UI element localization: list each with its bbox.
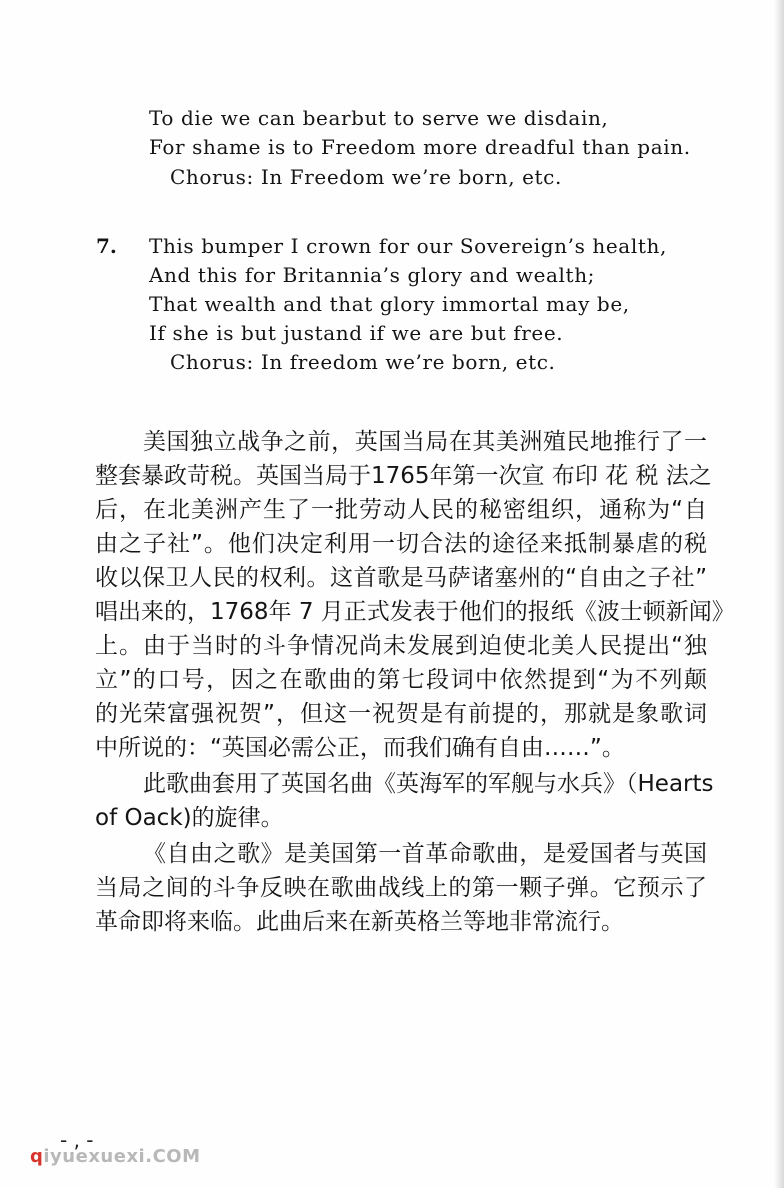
watermark-q: q: [30, 1146, 44, 1167]
paragraph-line: 后，在北美洲产生了一批劳动人民的秘密组织，通称为“自: [95, 497, 707, 523]
paragraph-line: 的光荣富强祝贺”，但这一祝贺是有前提的，那就是象歌词: [95, 701, 707, 727]
paragraph-line: 中所说的：“英国必需公正，而我们确有自由……”。: [95, 735, 625, 761]
paragraph-line: 《自由之歌》是美国第一首革命歌曲，是爱国者与英国: [143, 841, 707, 867]
chorus-line: Chorus: In freedom we’re born, etc.: [170, 350, 556, 374]
site-watermark: [30, 1146, 201, 1167]
scan-mark: - , -: [60, 1128, 94, 1152]
paragraph-line: 上。由于当时的斗争情况尚未发展到迫使北美人民提出“独: [95, 633, 707, 659]
paragraph-line: 整套暴政苛税。英国当局于1765年第一次宣 布印 花 税 法之: [95, 463, 712, 489]
paragraph-line: 革命即将来临。此曲后来在新英格兰等地非常流行。: [95, 909, 624, 935]
paragraph-line: of Oack)的旋律。: [95, 805, 284, 831]
chorus-line: Chorus: In Freedom we’re born, etc.: [170, 165, 562, 189]
lyric-line: This bumper I crown for our Sovereign’s health,: [149, 234, 667, 258]
paragraph-line: 立”的口号，因之在歌曲的第七段词中依然提到“为不列颠: [95, 667, 707, 693]
lyric-line: If she is but justand if we are but free.: [149, 321, 564, 345]
paragraph-line: 收以保卫人民的权利。这首歌是马萨诸塞州的“自由之子社”: [95, 565, 707, 591]
paragraph-line: 当局之间的斗争反映在歌曲战线上的第一颗子弹。它预示了: [95, 875, 707, 901]
lyric-line: To die we can bearbut to serve we disdain,: [149, 106, 609, 130]
lyric-line: For shame is to Freedom more dreadful than pain.: [149, 135, 691, 159]
lyric-line: That wealth and that glory immortal may be,: [149, 292, 630, 316]
watermark-rest: iyuexuexi.COM: [43, 1146, 201, 1167]
paragraph-line: 美国独立战争之前，英国当局在其美洲殖民地推行了一: [143, 429, 707, 455]
lyric-line: And this for Britannia’s glory and wealth;: [149, 263, 596, 287]
page-edge-shadow: [774, 0, 784, 1188]
verse-number: 7.: [96, 234, 117, 258]
paragraph-line: 此歌曲套用了英国名曲《英海军的军舰与水兵》（Hearts: [143, 771, 714, 797]
paragraph-line: 唱出来的，1768年 7 月正式发表于他们的报纸《波士顿新闻》: [95, 599, 735, 625]
paragraph-line: 由之子社”。他们决定利用一切合法的途径来抵制暴虐的税: [95, 531, 707, 557]
